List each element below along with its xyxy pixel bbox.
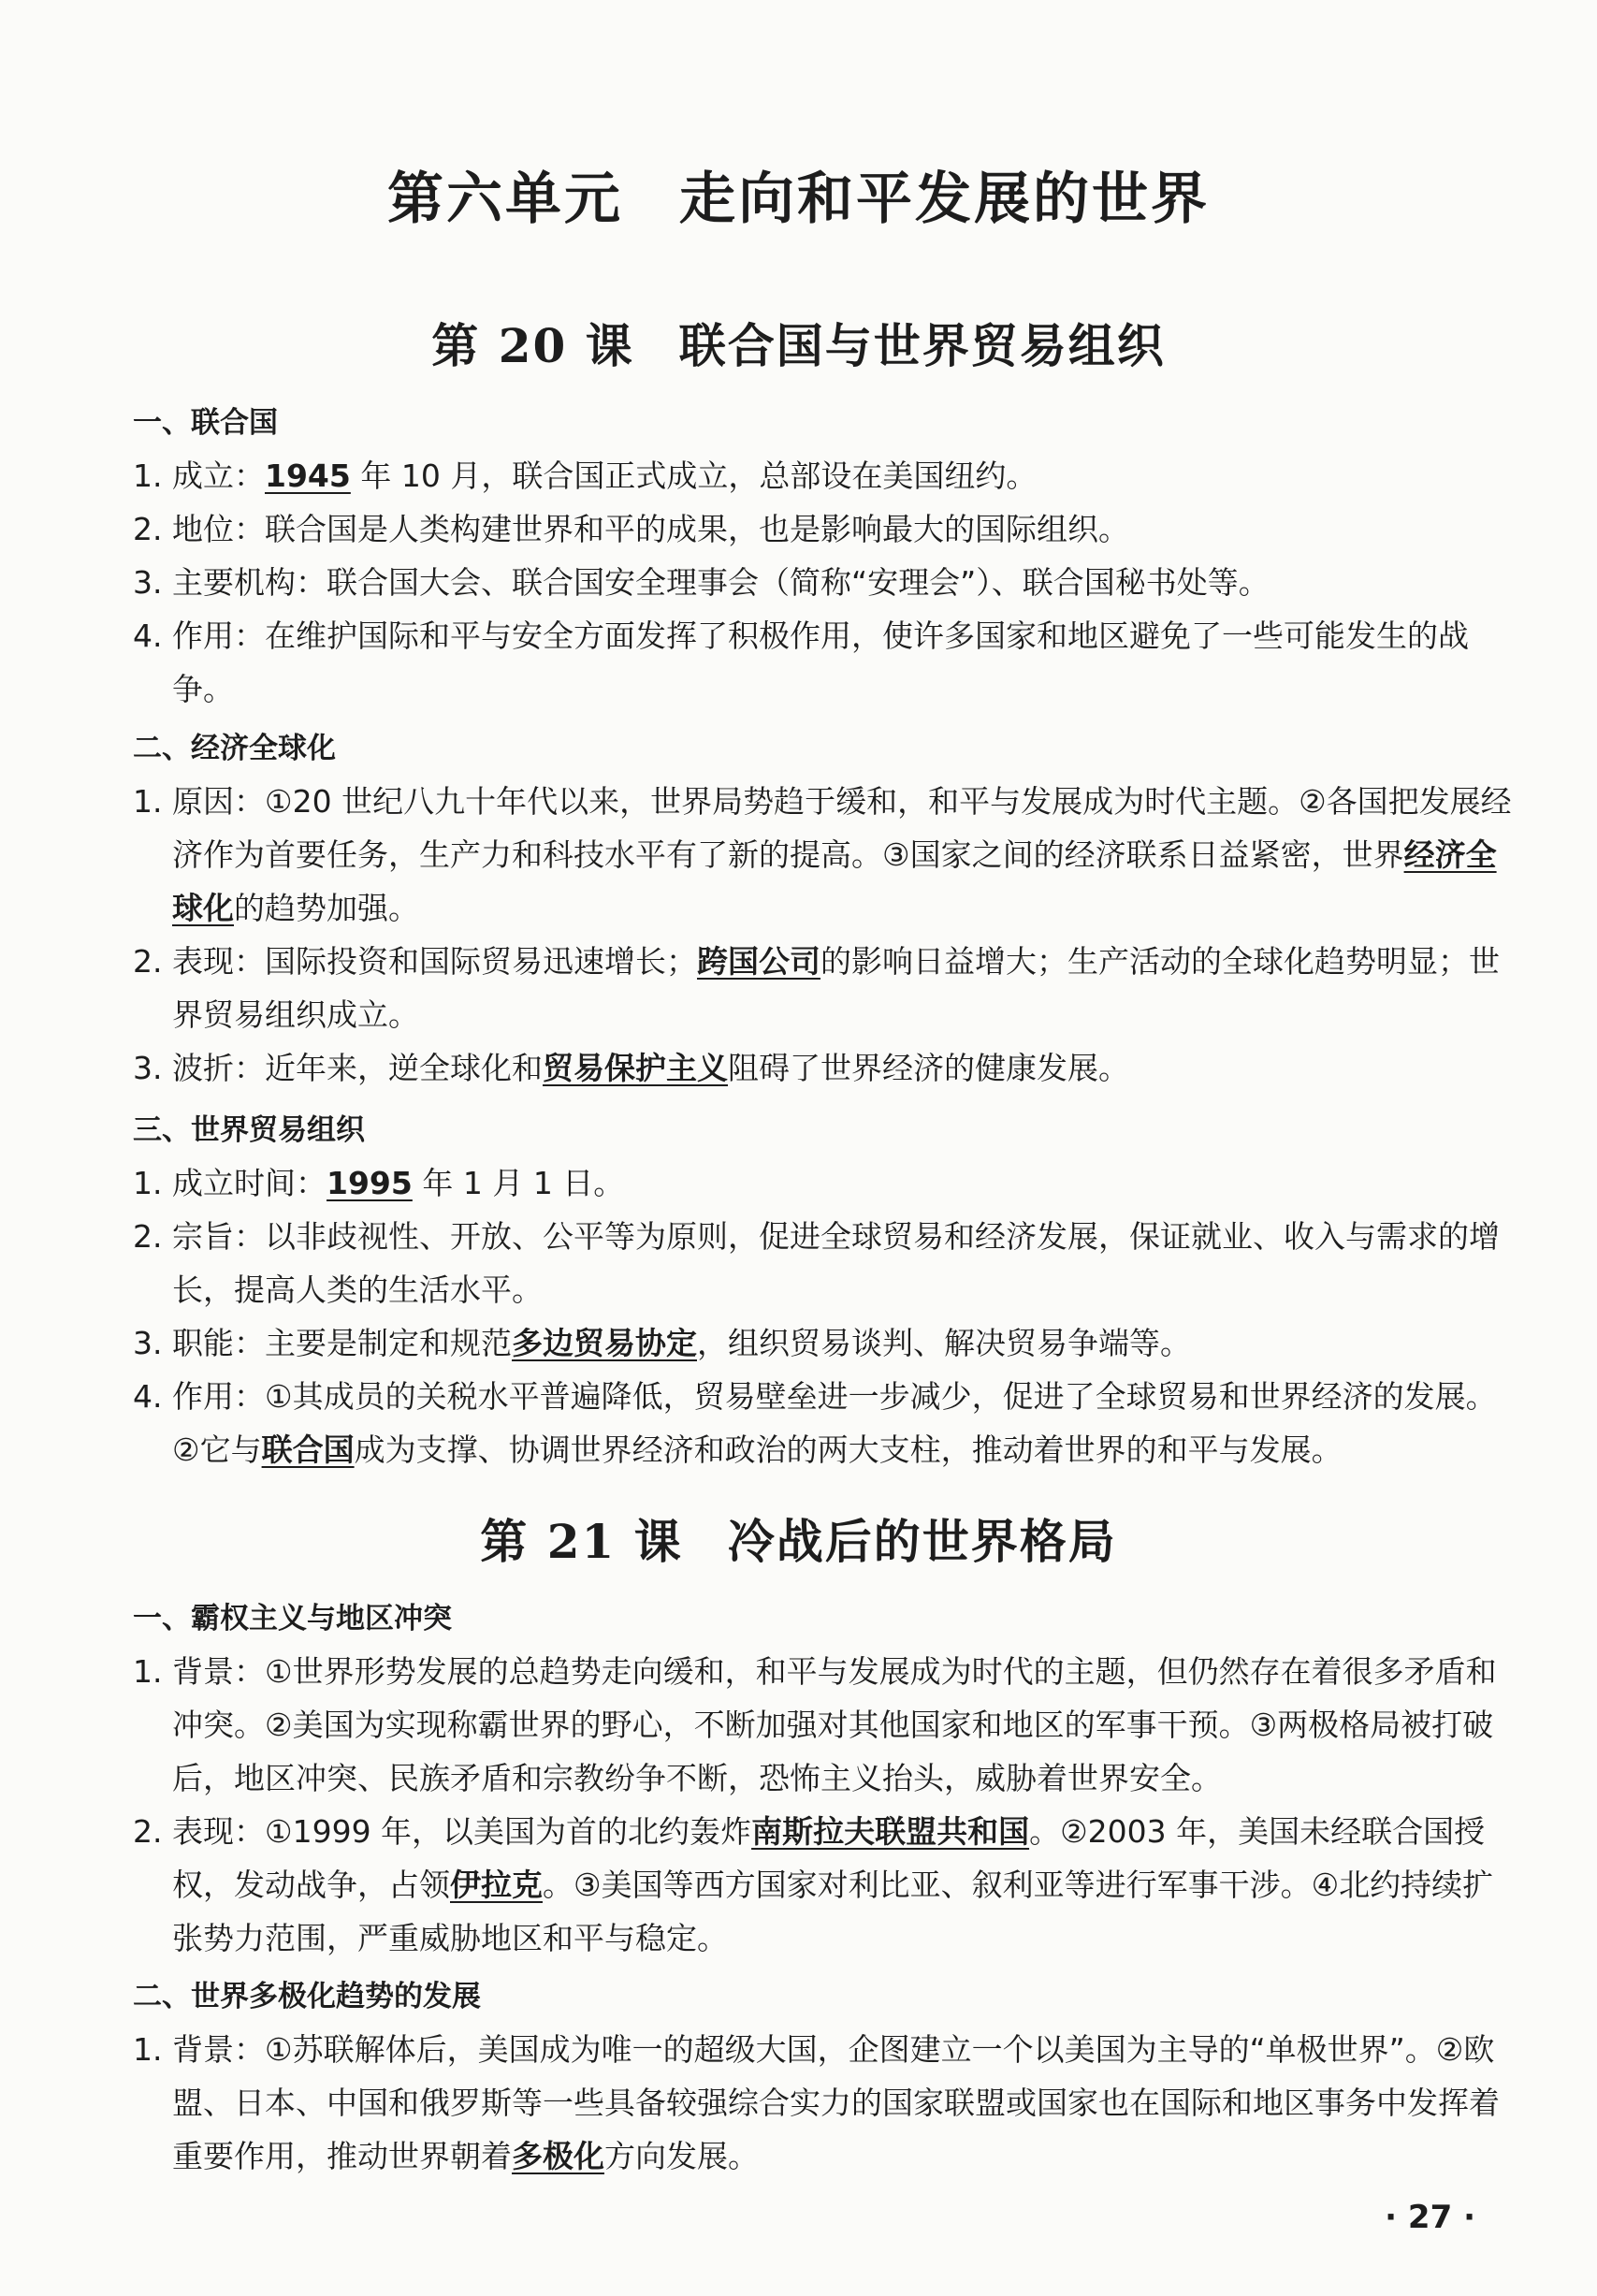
unit-title-number: 第六单元 xyxy=(387,167,623,232)
key-term: 1945 xyxy=(265,458,351,494)
page-number: · 27 · xyxy=(1385,2199,1475,2236)
list-item: 2. 宗旨：以非歧视性、开放、公平等为原则，促进全球贸易和经济发展，保证就业、收入与需求的增长，提高人类的生活水平。 xyxy=(133,1218,1500,1308)
key-term: 1995 xyxy=(327,1165,413,1201)
l20-section-un xyxy=(133,397,1517,716)
list-item: 3. 主要机构：联合国大会、联合国安全理事会（简称“安理会”）、联合国秘书处等。 xyxy=(133,564,1270,601)
section-heading: 二、经济全球化 xyxy=(133,732,336,765)
l21-section-hegemony xyxy=(133,1592,1517,1965)
list-item: 1. 成立：1945 年 10 月，联合国正式成立，总部设在美国纽约。 xyxy=(133,458,1038,494)
lesson-21-name: 冷战后的世界格局 xyxy=(727,1514,1117,1569)
lesson-20-title xyxy=(0,309,1597,376)
list-item: 3. 职能：主要是制定和规范多边贸易协定，组织贸易谈判、解决贸易争端等。 xyxy=(133,1325,1191,1361)
key-term: 南斯拉夫联盟共和国 xyxy=(751,1813,1030,1850)
key-term: 伊拉克 xyxy=(450,1867,543,1903)
lesson-21-title xyxy=(0,1504,1597,1572)
key-term: 联合国 xyxy=(261,1431,355,1468)
list-item: 1. 背景：①苏联解体后，美国成为唯一的超级大国，企图建立一个以美国为主导的“单极世界”。②欧盟、日本、中国和俄罗斯等一些具备较强综合实力的国家联盟或国家也在国际和地区事务中发挥着重要作用，推动世界朝着多极化方向发展。 xyxy=(133,2031,1500,2174)
key-term: 多边贸易协定 xyxy=(512,1325,697,1361)
list-item: 2. 地位：联合国是人类构建世界和平的成果，也是影响最大的国际组织。 xyxy=(133,511,1129,547)
unit-title-name: 走向和平发展的世界 xyxy=(679,167,1210,232)
list-item: 1. 成立时间：1995 年 1 月 1 日。 xyxy=(133,1165,625,1201)
unit-title xyxy=(0,154,1597,235)
list-item: 2. 表现：①1999 年，以美国为首的北约轰炸南斯拉夫联盟共和国。②2003 年，美国未经联合国授权，发动战争，占领伊拉克。③美国等西方国家对利比亚、叙利亚等进行军事干涉。④北约持续扩张势力范围，严重威胁地区和平与稳定。 xyxy=(133,1813,1494,1956)
list-item: 4. 作用：①其成员的关税水平普遍降低，贸易壁垒进一步减少，促进了全球贸易和世界经济的发展。②它与联合国成为支撑、协调世界经济和政治的两大支柱，推动着世界的和平与发展。 xyxy=(133,1378,1497,1468)
section-heading: 二、世界多极化趋势的发展 xyxy=(133,1980,481,2013)
section-heading: 三、世界贸易组织 xyxy=(133,1113,365,1147)
key-term: 贸易保护主义 xyxy=(543,1050,728,1086)
lesson-20-name: 联合国与世界贸易组织 xyxy=(678,318,1166,373)
key-term: 跨国公司 xyxy=(697,943,820,980)
key-term: 多极化 xyxy=(512,2138,604,2174)
list-item: 2. 表现：国际投资和国际贸易迅速增长；跨国公司的影响日益增大；生产活动的全球化趋势明显；世界贸易组织成立。 xyxy=(133,943,1500,1033)
lesson-20-number: 第 20 课 xyxy=(431,318,634,373)
l21-section-multipolar xyxy=(133,1970,1517,2183)
section-heading: 一、霸权主义与地区冲突 xyxy=(133,1602,452,1635)
section-heading: 一、联合国 xyxy=(133,406,278,440)
list-item: 3. 波折：近年来，逆全球化和贸易保护主义阻碍了世界经济的健康发展。 xyxy=(133,1050,1129,1086)
list-item: 4. 作用：在维护国际和平与安全方面发挥了积极作用，使许多国家和地区避免了一些可能发生的战争。 xyxy=(133,618,1469,707)
list-item: 1. 背景：①世界形势发展的总趋势走向缓和，和平与发展成为时代的主题，但仍然存在着很多矛盾和冲突。②美国为实现称霸世界的野心，不断加强对其他国家和地区的军事干预。③两极格局被打破后，地区冲突、民族矛盾和宗教纷争不断，恐怖主义抬头，威胁着世界安全。 xyxy=(133,1653,1497,1796)
l20-section-globalization xyxy=(133,722,1517,1095)
list-item: 1. 原因：①20 世纪八九十年代以来，世界局势趋于缓和，和平与发展成为时代主题。②各国把发展经济作为首要任务，生产力和科技水平有了新的提高。③国家之间的经济联系日益紧密，世界经济全球化的趋势加强。 xyxy=(133,783,1512,926)
l20-section-wto xyxy=(133,1104,1517,1476)
key-term: 经济全球化 xyxy=(172,836,1497,926)
lesson-21-number: 第 21 课 xyxy=(480,1514,683,1569)
